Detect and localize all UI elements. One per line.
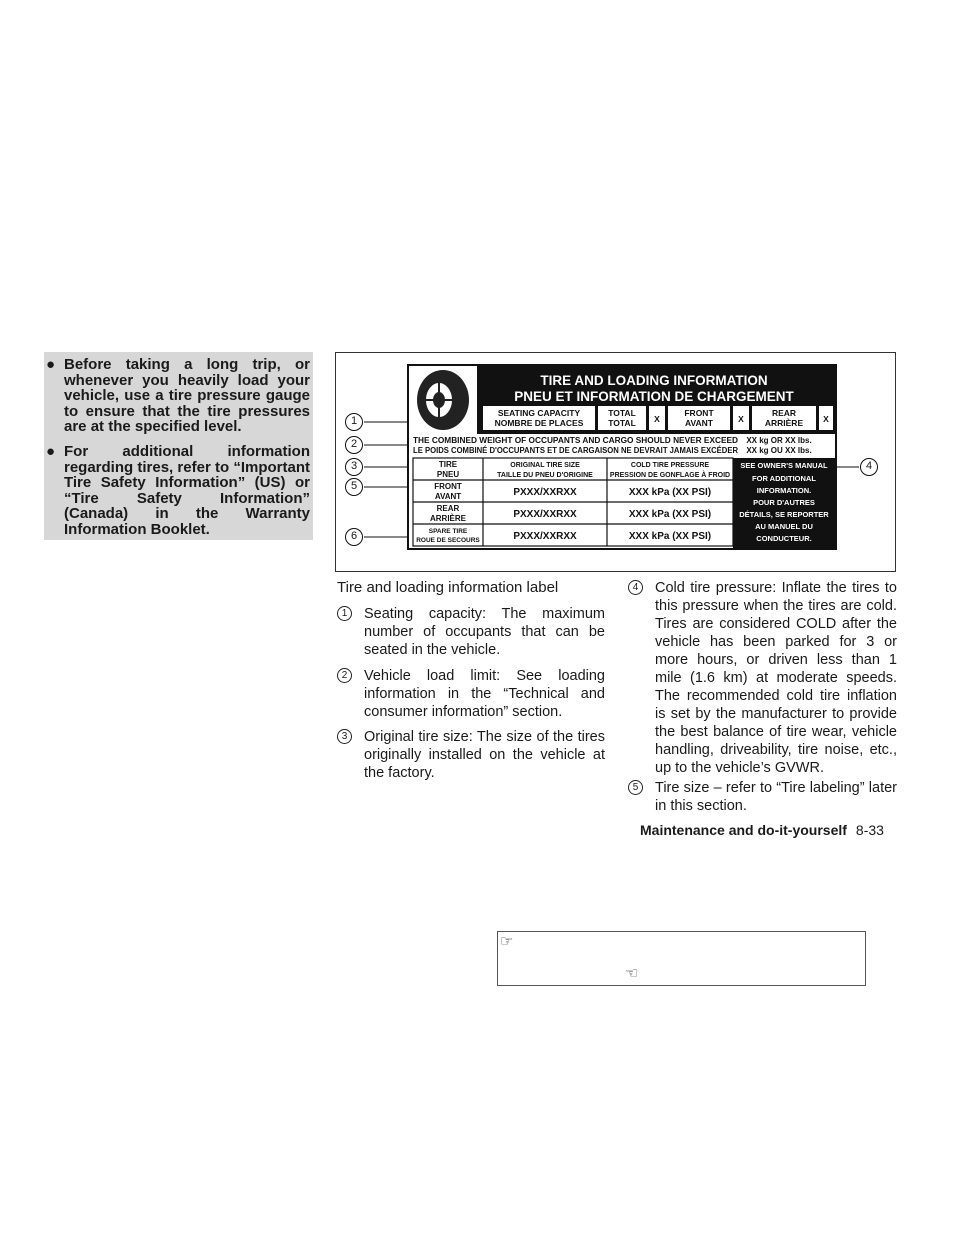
front-size-value: PXXX/XXRXX — [513, 487, 577, 498]
additional-line: CONDUCTEUR. — [756, 534, 812, 543]
tire-header-fr: PNEU — [436, 470, 460, 479]
orig-size-header-en: ORIGINAL TIRE SIZE — [510, 462, 580, 469]
callout-2: 2 — [345, 436, 363, 454]
additional-line: AU MANUEL DU — [755, 522, 813, 531]
total-fr: TOTAL — [608, 418, 636, 428]
caution-text: Before taking a long trip, or whenever you heavily load your vehicle, use a tire pressure gauge to ensure that the tire pressures are at the specified level. — [64, 356, 310, 435]
reference-box — [497, 931, 866, 986]
item-text: Original tire size: The size of the tires originally installed on the vehicle at the factory. — [364, 729, 605, 781]
rear-pressure-value: XXX kPa (XX PSI) — [628, 509, 712, 520]
figure-caption: Tire and loading information label — [337, 579, 559, 596]
row-rear-fr: ARRIÈRE — [429, 514, 467, 523]
item-number: 3 — [337, 729, 352, 744]
row-rear-en: REAR — [436, 504, 460, 513]
label-artwork — [409, 366, 835, 548]
additional-line: INFORMATION. — [756, 486, 812, 495]
caution-text: For additional information regarding tires, refer to “Important Tire Safety Information” (US) or “Tire Safety Information” (Canada) in the Warranty Information Booklet. — [64, 443, 310, 538]
footer-section-title: Maintenance and do-it-yourself — [640, 822, 847, 838]
item-text: Cold tire pressure: Inflate the tires to this pressure when the tires are cold. Tires are considered COLD after the vehicle has been parked for 3 or more hours, or driven less than 1 mile (1.6 km) at moderate speeds. The recommended cold tire inflation is set by the manufacturer to provide the best balance of tire wear, vehicle handling, driveability, tire noise, etc., up to the vehicle’s GVWR. — [655, 580, 897, 776]
combined-weight-fr: LE POIDS COMBINÉ D'OCCUPANTS ET DE CARGAISON NE DEVRAIT JAMAIS EXCÉDER — [413, 446, 739, 455]
item-number: 5 — [628, 780, 643, 795]
tire-icon — [409, 366, 477, 434]
bullet-icon: ● — [46, 443, 56, 460]
tire-label-figure — [335, 352, 896, 572]
rear-x: X — [823, 414, 829, 424]
seating-capacity-en: SEATING CAPACITY — [497, 408, 581, 418]
page-number: 8-33 — [855, 822, 884, 838]
bullet-icon: ● — [46, 356, 56, 373]
callout-4: 4 — [860, 458, 878, 476]
additional-line: FOR ADDITIONAL — [752, 474, 816, 483]
label-title-fr: PNEU ET INFORMATION DE CHARGEMENT — [514, 389, 794, 404]
front-fr: AVANT — [684, 418, 714, 428]
combined-weight-en: THE COMBINED WEIGHT OF OCCUPANTS AND CARGO SHOULD NEVER EXCEED — [413, 436, 739, 445]
front-pressure-value: XXX kPa (XX PSI) — [628, 487, 712, 498]
orig-size-header-fr: TAILLE DU PNEU D'ORIGINE — [497, 472, 593, 479]
spare-pressure-value: XXX kPa (XX PSI) — [628, 531, 712, 542]
additional-line: POUR D'AUTRES — [753, 498, 815, 507]
front-x: X — [738, 414, 744, 424]
label-title-en: TIRE AND LOADING INFORMATION — [540, 373, 768, 388]
tire-header-en: TIRE — [438, 460, 458, 469]
page-footer — [640, 822, 884, 838]
tire-loading-label — [407, 364, 837, 550]
cold-pressure-header-en: COLD TIRE PRESSURE — [630, 462, 710, 469]
weight-value-fr: XX kg OU XX lbs. — [746, 446, 812, 455]
rear-size-value: PXXX/XXRXX — [513, 509, 577, 520]
rear-en: REAR — [771, 408, 797, 418]
total-en: TOTAL — [608, 408, 636, 418]
callout-5: 5 — [345, 478, 363, 496]
item-number: 4 — [628, 580, 643, 595]
item-text: Vehicle load limit: See loading information in the “Technical and consumer information” section. — [364, 668, 605, 720]
row-front-fr: AVANT — [434, 492, 462, 501]
callout-3: 3 — [345, 458, 363, 476]
additional-line: DÉTAILS, SE REPORTER — [739, 510, 829, 519]
callout-1: 1 — [345, 413, 363, 431]
seating-capacity-fr: NOMBRE DE PLACES — [494, 418, 584, 428]
cold-pressure-header-fr: PRESSION DE GONFLAGE À FROID — [609, 472, 731, 479]
spare-size-value: PXXX/XXRXX — [513, 531, 577, 542]
weight-value-en: XX kg OR XX lbs. — [746, 436, 812, 445]
item-number: 1 — [337, 606, 352, 621]
pointing-hand-right-icon: ☞ — [500, 933, 514, 950]
row-spare-en: SPARE TIRE — [428, 528, 468, 535]
see-owners-manual: SEE OWNER'S MANUAL — [740, 461, 828, 470]
total-x: X — [654, 414, 660, 424]
row-front-en: FRONT — [434, 482, 462, 491]
row-spare-fr: ROUE DE SECOURS — [416, 537, 480, 544]
callout-6: 6 — [345, 528, 363, 546]
item-text: Seating capacity: The maximum number of occupants that can be seated in the vehicle. — [364, 606, 605, 658]
caution-box — [44, 352, 313, 540]
item-number: 2 — [337, 668, 352, 683]
item-text: Tire size – refer to “Tire labeling” later in this section. — [655, 780, 897, 814]
pointing-hand-left-icon: ☜ — [625, 965, 639, 982]
front-en: FRONT — [684, 408, 714, 418]
rear-fr: ARRIÈRE — [764, 418, 804, 428]
